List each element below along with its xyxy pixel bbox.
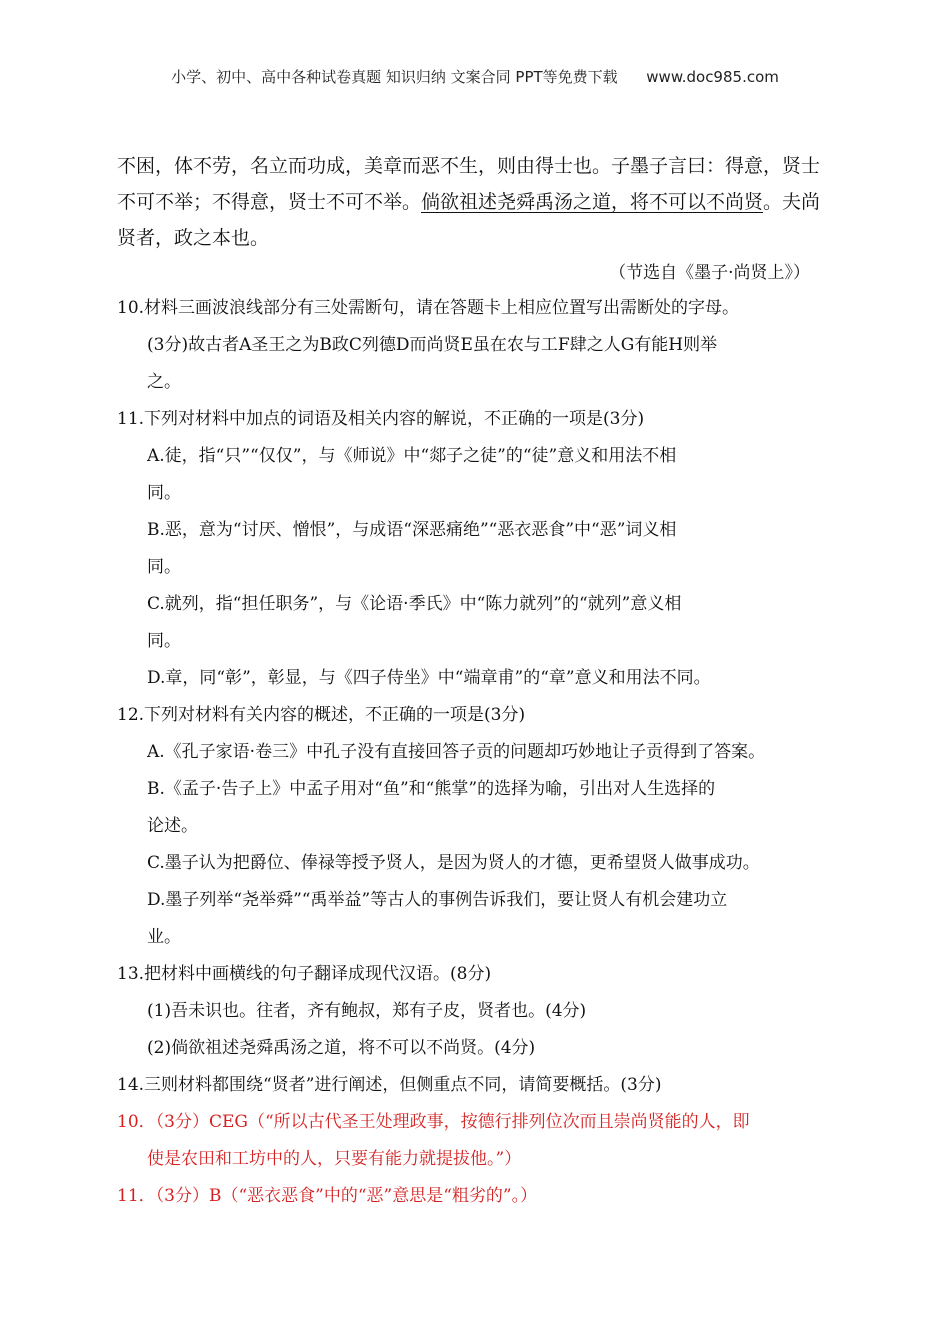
question-11-stem: 11.下列对材料中加点的词语及相关内容的解说，不正确的一项是(3分): [117, 409, 645, 429]
document-body: [117, 148, 852, 1215]
question-13-part-2: (2)倘欲祖述尧舜禹汤之道，将不可以不尚贤。(4分): [147, 1038, 536, 1058]
question-11-option-c-cont: 同。: [147, 631, 181, 651]
question-12-option-c: C.墨子认为把爵位、俸禄等授予贤人，是因为贤人的才德，更希望贤人做事成功。: [147, 853, 760, 873]
question-11-option-b-cont: 同。: [147, 557, 181, 577]
passage-line-2-end: 。夫尚: [763, 191, 821, 213]
passage-line-2-start: 不可不举；不得意，贤士不可不举。: [117, 191, 422, 213]
question-12-option-d-cont: 业。: [147, 927, 181, 947]
underlined-sentence: 倘欲祖述尧舜禹汤之道，将不可以不尚贤: [421, 191, 764, 213]
page-header-banner: 小学、初中、高中各种试卷真题 知识归纳 文案合同 PPT等免费下载 www.doc985.com: [171, 68, 779, 86]
passage-line-3: 贤者，政之本也。: [117, 227, 270, 249]
question-12-option-b-cont: 论述。: [147, 816, 198, 836]
answer-section: [117, 1104, 852, 1215]
question-10-stem: 10.材料三画波浪线部分有三处需断句，请在答题卡上相应位置写出需断处的字母。: [117, 298, 740, 318]
question-12-option-a: A.《孔子家语·卷三》中孔子没有直接回答子贡的问题却巧妙地让子贡得到了答案。: [147, 742, 766, 762]
question-11-option-a-cont: 同。: [147, 483, 181, 503]
question-10: [117, 290, 852, 401]
question-12-option-d: D.墨子列举“尧举舜”“禹举益”等古人的事例告诉我们，要让贤人有机会建功立: [147, 890, 728, 910]
answer-11: 11．（3分）B（“恶衣恶食”中的“恶”意思是“粗劣的”。）: [117, 1186, 538, 1206]
passage-line-2: [117, 184, 852, 220]
question-11-option-d: D.章，同“彰”，彰显，与《四子侍坐》中“端章甫”的“章”意义和用法不同。: [147, 668, 711, 688]
passage-source: （节选自《墨子·尚贤上》）: [609, 263, 810, 283]
question-13-stem: 13.把材料中画横线的句子翻译成现代汉语。(8分): [117, 964, 492, 984]
question-11-option-c: C.就列，指“担任职务”，与《论语·季氏》中“陈力就列”的“就列”意义相: [147, 594, 682, 614]
answer-10-cont: 使是农田和工坊中的人，只要有能力就提拔他。”）: [147, 1149, 522, 1169]
question-11-option-a: A.徒，指“只”“仅仅”，与《师说》中“郯子之徒”的“徒”意义和用法不相: [147, 446, 677, 466]
question-13-part-1: (1)吾未识也。往者，齐有鲍叔，郑有子皮，贤者也。(4分): [147, 1001, 587, 1021]
passage-line-1: 不困，体不劳，名立而功成，美章而恶不生，则由得士也。子墨子言曰：得意，贤士: [117, 155, 821, 177]
question-13: [117, 956, 852, 1067]
question-12: [117, 697, 852, 956]
question-11: [117, 401, 852, 697]
question-14: [117, 1067, 852, 1104]
question-14-stem: 14.三则材料都围绕“贤者”进行阐述，但侧重点不同，请简要概括。(3分): [117, 1075, 662, 1095]
question-12-option-b: B.《孟子·告子上》中孟子用对“鱼”和“熊掌”的选择为喻，引出对人生选择的: [147, 779, 716, 799]
question-12-stem: 12.下列对材料有关内容的概述，不正确的一项是(3分): [117, 705, 526, 725]
question-10-text-cont: 之。: [147, 372, 181, 392]
question-11-option-b: B.恶，意为“讨厌、憎恨”，与成语“深恶痛绝”“恶衣恶食”中“恶”词义相: [147, 520, 677, 540]
question-10-text: (3分)故古者A圣王之为B政C列德D而尚贤E虽在农与工F肆之人G有能H则举: [147, 335, 718, 355]
passage-excerpt: [117, 148, 852, 290]
answer-10: 10．（3分）CEG（“所以古代圣王处理政事，按德行排列位次而且崇尚贤能的人，即: [117, 1112, 750, 1132]
